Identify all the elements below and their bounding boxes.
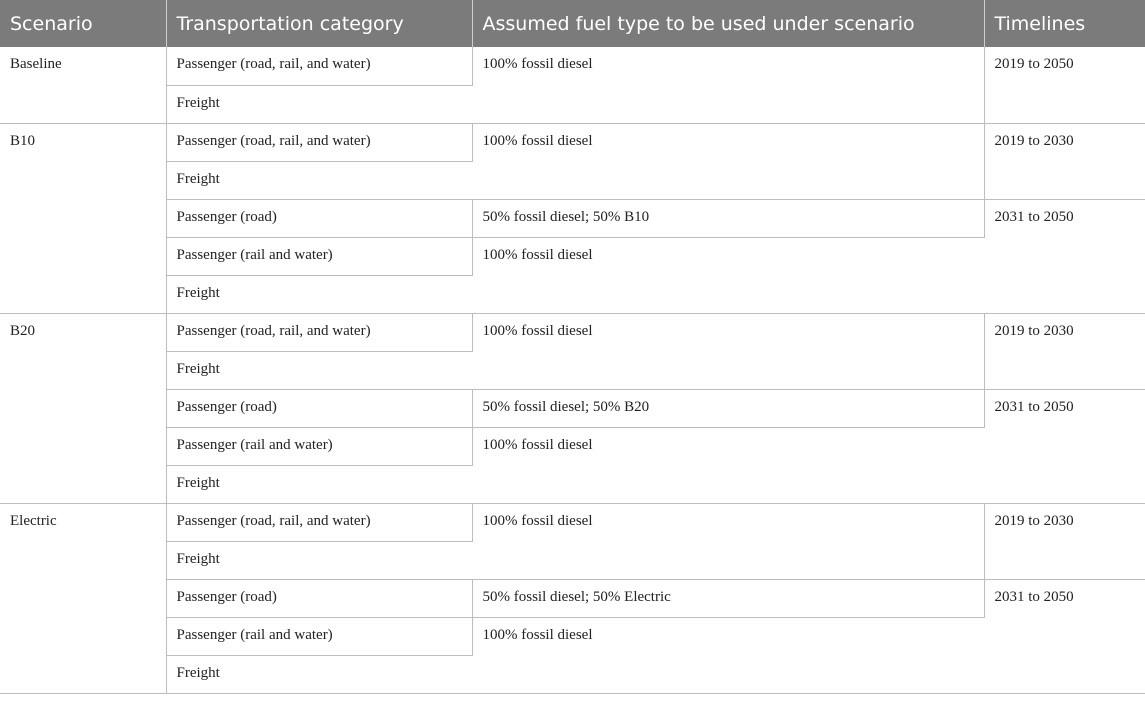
category-cell: Passenger (road, rail, and water): [166, 503, 472, 541]
table-row: [0, 199, 1145, 237]
table-row: [0, 313, 1145, 351]
timeline-cell: 2019 to 2030: [984, 123, 1145, 199]
timeline-cell: 2019 to 2030: [984, 503, 1145, 579]
category-cell: Freight: [166, 541, 472, 579]
scenario-cell: Baseline: [0, 47, 166, 123]
category-cell: Passenger (rail and water): [166, 427, 472, 465]
table-row: [0, 503, 1145, 541]
category-cell: Passenger (road): [166, 579, 472, 617]
category-cell: Passenger (road, rail, and water): [166, 123, 472, 161]
category-cell: Passenger (rail and water): [166, 237, 472, 275]
fuel-cell: 100% fossil diesel: [472, 313, 984, 389]
scenario-cell: Electric: [0, 503, 166, 693]
category-cell: Passenger (road): [166, 389, 472, 427]
table-row: [0, 123, 1145, 161]
timeline-cell: 2031 to 2050: [984, 579, 1145, 693]
category-cell: Freight: [166, 465, 472, 503]
timeline-cell: 2031 to 2050: [984, 389, 1145, 503]
table-row: [0, 389, 1145, 427]
fuel-cell: 50% fossil diesel; 50% B20: [472, 389, 984, 427]
scenario-cell: B20: [0, 313, 166, 503]
table-row: [0, 427, 1145, 465]
fuel-cell: 50% fossil diesel; 50% Electric: [472, 579, 984, 617]
table-row: [0, 237, 1145, 275]
category-cell: Freight: [166, 275, 472, 313]
header-row: [0, 0, 1145, 47]
fuel-cell: 100% fossil diesel: [472, 617, 984, 693]
scenario-cell: B10: [0, 123, 166, 313]
header-fuel-type: Assumed fuel type to be used under scenario: [472, 0, 984, 47]
category-cell: Passenger (road): [166, 199, 472, 237]
fuel-cell: 100% fossil diesel: [472, 47, 984, 123]
category-cell: Passenger (road, rail, and water): [166, 313, 472, 351]
fuel-cell: 100% fossil diesel: [472, 123, 984, 199]
header-scenario: Scenario: [0, 0, 166, 47]
timeline-cell: 2019 to 2050: [984, 47, 1145, 123]
table-body: [0, 47, 1145, 693]
fuel-cell: 100% fossil diesel: [472, 427, 984, 503]
category-cell: Freight: [166, 85, 472, 123]
table-row: [0, 47, 1145, 85]
fuel-cell: 50% fossil diesel; 50% B10: [472, 199, 984, 237]
category-cell: Freight: [166, 655, 472, 693]
table-header: [0, 0, 1145, 47]
category-cell: Passenger (rail and water): [166, 617, 472, 655]
timeline-cell: 2019 to 2030: [984, 313, 1145, 389]
category-cell: Freight: [166, 161, 472, 199]
header-timelines: Timelines: [984, 0, 1145, 47]
category-cell: Passenger (road, rail, and water): [166, 47, 472, 85]
timeline-cell: 2031 to 2050: [984, 199, 1145, 313]
table-row: [0, 579, 1145, 617]
header-transportation-category: Transportation category: [166, 0, 472, 47]
fuel-cell: 100% fossil diesel: [472, 503, 984, 579]
category-cell: Freight: [166, 351, 472, 389]
fuel-cell: 100% fossil diesel: [472, 237, 984, 313]
table-row: [0, 617, 1145, 655]
